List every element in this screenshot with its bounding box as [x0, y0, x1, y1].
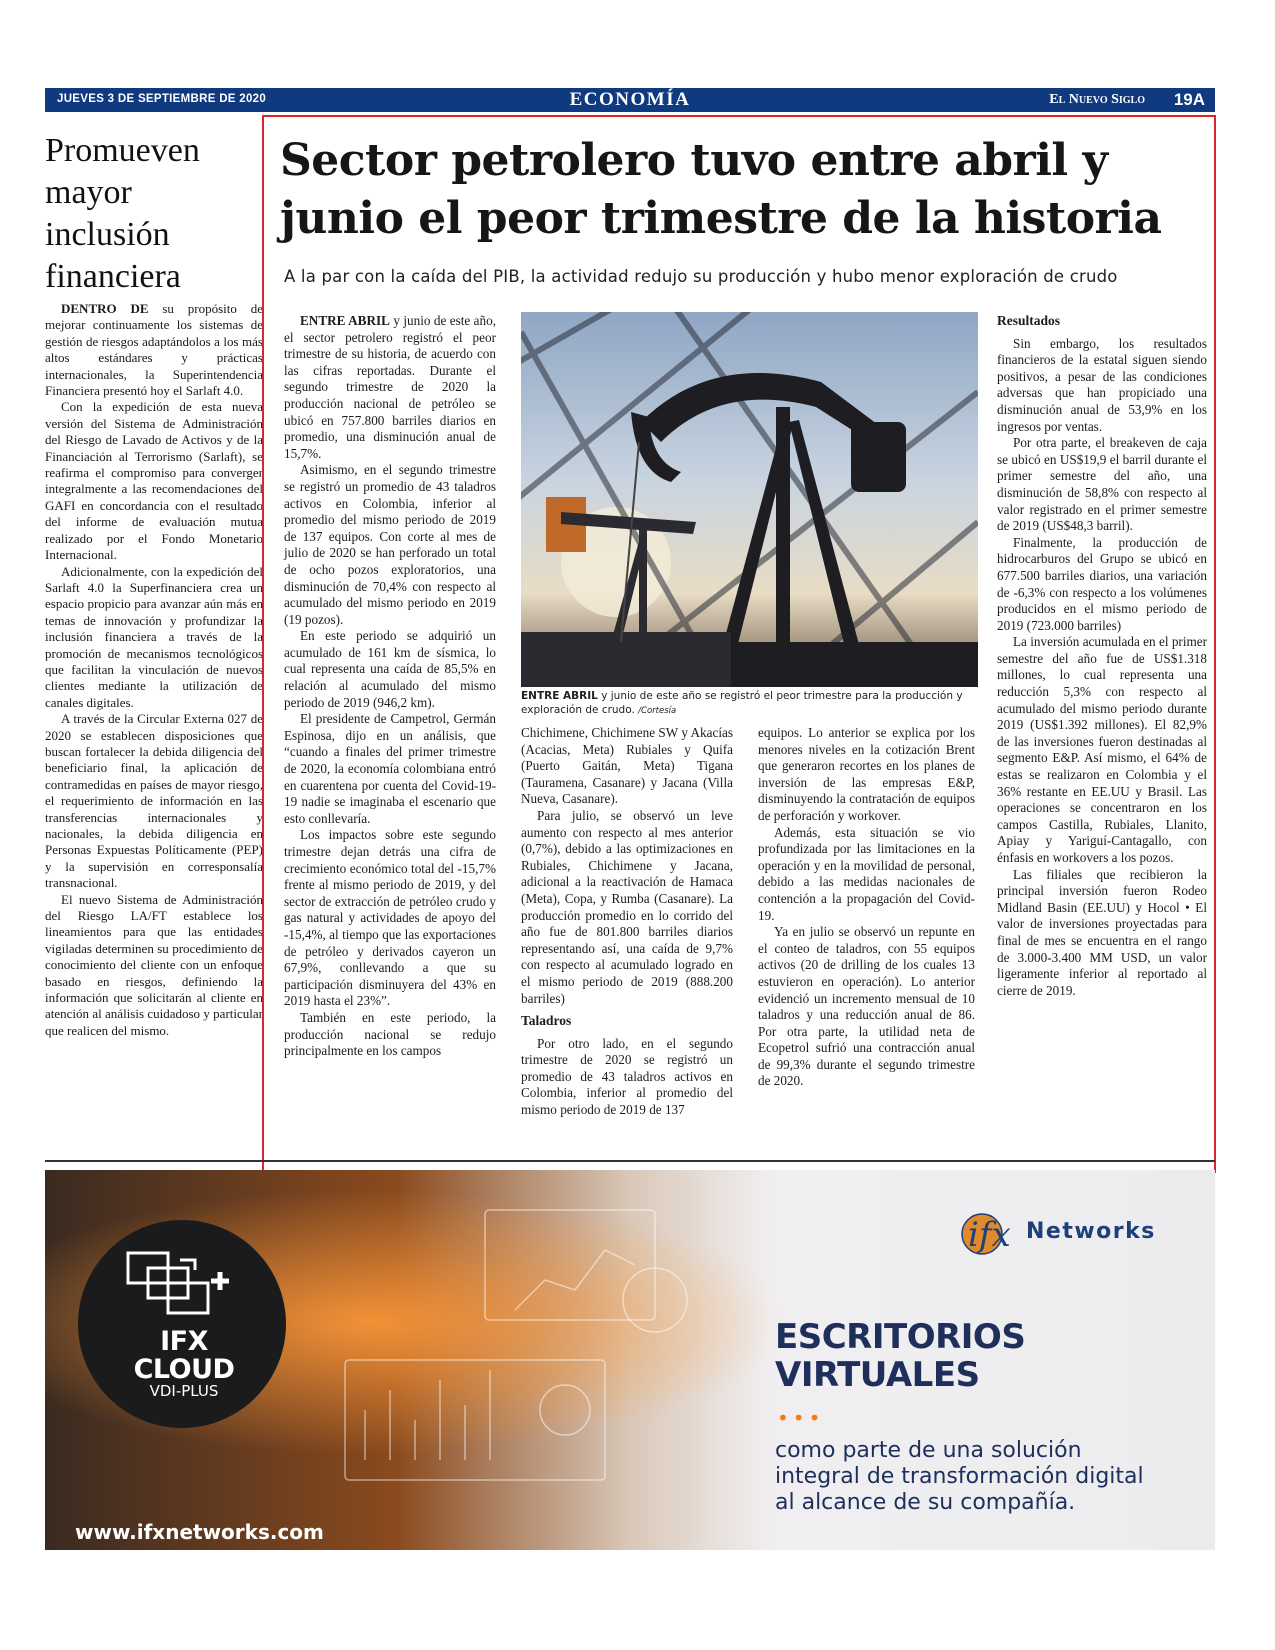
- article-paragraph: equipos. Lo anterior se explica por los menores niveles en la cotización Brent que generaron recortes en los planes de inversión de las empresas E&P, disminuyendo la contratación de equipos de perforación y workover.: [758, 725, 975, 823]
- section-name: ECONOMÍA: [569, 89, 691, 110]
- page-number: 19A: [1173, 90, 1205, 109]
- ad-body-text: como parte de una solución integral de transformación digital al alcance de su compañía.: [775, 1438, 1144, 1515]
- ifx-globe-icon: [960, 1200, 1022, 1262]
- newspaper-name: El Nuevo Siglo: [1049, 92, 1145, 107]
- main-article-subtitle: A la par con la caída del PIB, la actividad redujo su producción y hubo menor exploración de crudo: [284, 267, 1118, 286]
- left-article-paragraph: El nuevo Sistema de Administración del Riesgo LA/FT establece los lineamientos para que las entidades vigiladas determinen su procedimiento de conocimiento del cliente con un enfoque basado en riesgos, definiendo la información que solicitarán al cliente en atención al análisis cuidadoso y particular que realicen del mismo.: [45, 891, 263, 1038]
- section-heading-resultados: Resultados: [997, 313, 1061, 328]
- ad-website-link[interactable]: www.ifxnetworks.com: [75, 1520, 324, 1544]
- ad-headline: [775, 1318, 1175, 1394]
- article-paragraph: Asimismo, en el segundo trimestre se registró un promedio de 43 taladros activos en Colombia, inferior al promedio del mismo periodo de 2019 de 137 equipos. Con corte al mes de julio de 2020 se han perforado un total de ocho pozos exploratorios, una disminución de 70,4% con respecto al acumulado del mismo periodo en 2019 (19 pozos).: [284, 462, 496, 627]
- article-paragraph: Por otra parte, el breakeven de caja se ubicó en US$19,9 el barril durante el primer semestre del año, una disminución de 58,8% con respecto al valor registrado en el primer semestre de 2019 (US$48,3 barril).: [997, 435, 1207, 534]
- product-cloud: CLOUD: [133, 1354, 235, 1385]
- product-name: [109, 1328, 259, 1399]
- photo-credit: /Cortesía: [638, 706, 677, 716]
- caption-text: y junio de este año se registró el peor trimestre para la producción y exploración de crudo.: [521, 690, 963, 716]
- caption-lead: ENTRE ABRIL: [521, 690, 598, 702]
- left-article-paragraph: A través de la Circular Externa 027 de 2020 se establecen disposiciones que buscan fortalecer la debida diligencia del beneficiario final, la aplicación de contramedidas en países de mayor riesgo, el requerimiento de información en las transferencias internacionales y nacionales, la debida diligencia en Personas Expuestas Políticamente (PEP) y la supervisión en corresponsalía transnacional.: [45, 711, 263, 891]
- product-sub: VDI-PLUS: [149, 1382, 219, 1400]
- article-paragraph: El presidente de Campetrol, Germán Espinosa, dijo en un análisis, que “cuando a finales del primer trimestre de 2020, la economía colombiana entró en cuarentena por cuenta del Covid-19-19 nadie se imaginaba el escenario que esto conllevaría.: [284, 711, 496, 826]
- article-paragraph: Además, esta situación se vio profundizada por las limitaciones en la operación y en la movilidad de personal, debido a las medidas nacionales de contención a la propagación del Covid-19.: [758, 824, 975, 923]
- article-paragraph: Chichimene, Chichimene SW y Akacías (Acacias, Meta) Rubiales y Quifa (Puerto Gaitán, Meta) Tigana (Tauramena, Casanare) y Jacana (Villa Nueva, Casanare).: [521, 725, 733, 807]
- paragraph-text: y junio de este año, el sector petrolero registró el peor trimestre de su historia, de acuerdo con las cifras reportadas. Durante el segundo trimestre de 2020 la producción nacional de petróleo se ubicó en 757.800 barriles diarios en promedio, una disminución anual de 15,7%.: [284, 313, 496, 461]
- article-paragraph: En este periodo se adquirió un acumulado de 161 km de sísmica, lo cual representa una caída de 85,5% en relación al acumulado del mismo periodo de 2019 (946,2 km).: [284, 628, 496, 710]
- article-column-3: [758, 725, 975, 1090]
- section-heading-taladros: Taladros: [521, 1013, 572, 1029]
- issue-date: JUEVES 3 DE SEPTIEMBRE DE 2020: [57, 93, 267, 105]
- left-article-paragraph: Adicionalmente, con la expedición del Sarlaft 4.0 la Superfinanciera crea un espacio propicio para avanzar aún más en temas de innovación y profundizar la inclusión financiera a través de la promoción de mecanismos tecnológicos que facilitan la vinculación de nuevos clientes mediante la utilización de canales digitales.: [45, 563, 263, 710]
- left-article-body: [45, 301, 263, 1039]
- ifx-networks-logo: [960, 1200, 1156, 1262]
- page-divider: [45, 1160, 1215, 1162]
- article-paragraph: [284, 313, 496, 462]
- ifx-networks-advertisement[interactable]: [45, 1170, 1215, 1550]
- article-paragraph: Los impactos sobre este segundo trimestre dejan detrás una cifra de crecimiento económico total del -15,7% frente al mismo periodo de 2019, y del sector de extracción de petróleo crudo y gas natural y actividades de apoyo del -15,4%, al tiempo que las exportaciones de petróleo y derivados cayeron un 67,9%, conllevando a que su participación disminuyera del 43% en 2019 hasta el 23%”.: [284, 827, 496, 1009]
- article-paragraph: La inversión acumulada en el primer semestre del año fue de US$1.318 millones, lo cual representa una reducción 5,3% con respecto al acumulado del mismo periodo durante 2019 (US$1.392 millones). El 82,9% de las inversiones fueron destinadas al segmento E&P. Así mismo, el 64% de estas se realizaron en Colombia y el 36% restante en EE.UU y Brasil. Las operaciones se concentraron en los campos Castilla, Rubiales, Llanito, Apiay y Yariguí-Cantagallo, con énfasis en workovers a los pozos.: [997, 634, 1207, 865]
- left-article-title: Promueven mayor inclusión financiera: [45, 132, 200, 295]
- main-article-title: Sector petrolero tuvo entre abril y junio el peor trimestre de la historia: [280, 135, 1162, 244]
- left-article-paragraph: Con la expedición de esta nueva versión del Sistema de Administración del Riesgo de Lavado de Activos y de la Financiación al Terrorismo (Sarlaft), se reafirma el compromiso para converger integralmente a las recomendaciones del GAFI en concordancia con el resultado del informe de evaluación mutua realizado por el Fondo Monetario Internacional.: [45, 399, 263, 563]
- paragraph-text: su propósito de mejorar continuamente los sistemas de gestión de riesgos adaptándolos a los más altos estándares y prácticas internacionales, la Superintendencia Financiera presentó hoy el Sarlaft 4.0.: [45, 301, 263, 399]
- brand-mark: ifx: [968, 1215, 1011, 1255]
- article-paragraph: Para julio, se observó un leve aumento con respecto al mes anterior (0,7%), debido a las optimizaciones en Rubiales, Chichimene y Jacana, adicional a la reactivación de Hamaca (Meta), Copa, y Rumba (Casanare). La producción promedio en lo corrido del año fue de 801.800 barriles diarios representando así, una caída de 9,7% con respecto al acumulado logrado en el mismo periodo de 2019 (888.200 barriles): [521, 807, 733, 1006]
- article-column-2: [521, 725, 733, 1119]
- article-paragraph: También en este periodo, la producción nacional se redujo principalmente en los campos: [284, 1009, 496, 1059]
- product-prefix: IFX: [160, 1326, 208, 1357]
- left-article-paragraph: [45, 301, 263, 399]
- page-header-bar: [45, 88, 1215, 112]
- article-lead: ENTRE ABRIL: [300, 313, 390, 328]
- ad-dots: •••: [777, 1406, 825, 1430]
- article-paragraph: Las filiales que recibieron la principal inversión fueron Rodeo Midland Basin (EE.UU) y Hocol • El valor de inversiones proyectadas para final de mes se encuentra en el rango de 3.000-3.400 MM USD, un valor ligeramente inferior al reportado al cierre de 2019.: [997, 866, 1207, 998]
- ad-headline-line-1: ESCRITORIOS: [775, 1317, 1026, 1357]
- article-column-4: [997, 313, 1207, 999]
- brand-name: Networks: [1026, 1218, 1156, 1244]
- left-article-lead: DENTRO DE: [61, 301, 149, 316]
- desktops-icon: [125, 1250, 245, 1320]
- article-paragraph: Finalmente, la producción de hidrocarburos del Grupo se ubicó en 677.500 barriles diarios, una variación de -6,3% con respecto a los volúmenes producidos en el mismo periodo de 2019 (723.000 barriles): [997, 534, 1207, 633]
- photo-caption: [521, 689, 981, 718]
- article-paragraph: Ya en julio se observó un repunte en el conteo de taladros, con 55 equipos activos (20 de drilling de los cuales 13 estuvieron en operación). Lo anterior evidenció un incremento mensual de 10 taladros y una reducción anual de 86. Por otra parte, la utilidad neta de Ecopetrol sufrió una contracción anual de 99,3% durante el segundo trimestre de 2020.: [758, 924, 975, 1089]
- oil-pump-photo: [521, 312, 978, 687]
- article-paragraph: Por otro lado, en el segundo trimestre de 2020 se registró un promedio de 43 taladros activos en Colombia, inferior al promedio del mismo periodo de 2019 de 137: [521, 1035, 733, 1118]
- ad-headline-line-2: VIRTUALES: [775, 1355, 980, 1395]
- article-column-1: [284, 313, 496, 1060]
- article-paragraph: Sin embargo, los resultados financieros de la estatal siguen siendo positivos, a pesar de las condiciones adversas que han propiciado una disminución anual de 53,9% en los ingresos por ventas.: [997, 335, 1207, 434]
